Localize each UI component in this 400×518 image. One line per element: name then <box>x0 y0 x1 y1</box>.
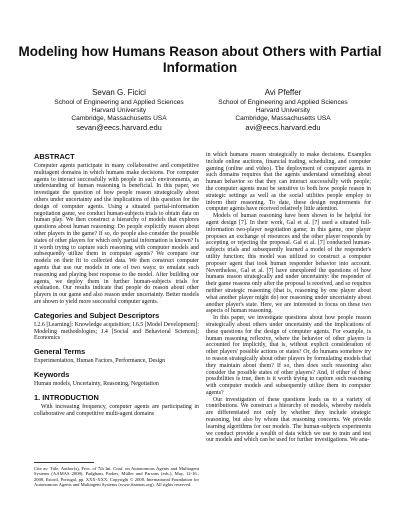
author-block-2 <box>188 88 378 132</box>
terms-text: Experimentation, Human Factors, Performance, Design <box>34 358 166 365</box>
author-location: Cambridge, Massachusetts USA <box>235 115 331 122</box>
footnote: Cite as: Title, Author(s), Proc. of 7th Int. Conf. on Autonomous Agents and Multiagent Systems (AAMAS 2008), Padgham, Parkes, Müller and Parsons (eds.), May, 12-16., 2008, Estoril, Portugal, pp. XXX-XXX. Copyright © 2008, International Foundation for Autonomous Agents and Multiagent Systems (www.ifaamas.org). All rights reserved. <box>34 466 199 488</box>
keywords-heading: Keywords <box>34 369 70 379</box>
abstract-heading: ABSTRACT <box>34 152 75 161</box>
introduction-heading: 1. INTRODUCTION <box>34 392 99 402</box>
author-block-1 <box>24 88 214 132</box>
right-column <box>206 152 371 444</box>
author-name: Sevan G. Ficici <box>92 88 146 97</box>
categories-heading: Categories and Subject Descriptors <box>34 310 160 320</box>
author-institution: Harvard University <box>91 107 147 114</box>
footnote-rule <box>34 462 94 463</box>
author-email: sevan@eecs.harvard.edu <box>76 123 162 132</box>
keywords-text: Human models, Uncertainty, Reasoning, Negotiation <box>34 380 159 387</box>
abstract-text: Computer agents participate in many collaborative and competitive multiagent domains in which humans make decisions. For computer agents to interact successfully with people in such environments, an understanding of human reasoning is beneficial. In this paper, we investigate the question of how people reason strategically about others under uncertainty and the implications of this question for the design of computer agents. Using a situated partial-information negotiation game, we conduct human-subjects trials to obtain data on human play. We then construct a hierarchy of models that explores questions about human reasoning: Do people explicitly reason about other players in the game? If so, do people also consider the possible states of other players for which only partial information is known? Is it worth trying to capture such reasoning with computer models and subsequently utilize them in computer agents? We compare our models on their fit to collected data. We then construct computer agents that use our models in one of two ways: to emulate such reasoning and playing best response to the model. After building our agents, we deploy them in further human-subjects trials for evaluation. Our results indicate that people do reason about other players in our game and also reason under uncertainty. Better models are shown to yield more successful computer agents. <box>34 163 199 305</box>
body-paragraph: In this paper, we investigate questions about how people reason strategically about others under uncertainty and the implications of these questions for the design of computer agents. For example, is human reasoning reflexive, where the behavior of other players is accounted for implicitly, that is, without explicit consideration of other players' possible actions or states? Or, do humans somehow try to reason strategically about other players by formulating models that they maintain about them? If so, then does such reasoning also consider the possible states of other players? And, if either of these possibilities is true, then is it worth trying to capture such reasoning with computer models and subsequently utilize them in computer agents? <box>206 315 371 396</box>
author-email: avi@eecs.harvard.edu <box>245 123 321 132</box>
author-institution: Harvard University <box>255 107 311 114</box>
terms-heading: General Terms <box>34 347 86 357</box>
author-name: Avi Pfeffer <box>264 88 302 97</box>
body-paragraph: Models of human reasoning have been shown to be helpful for agent design [7]. In their work, Gal et al. [7] used a situated full-information two-player negotiation game; in this game, one player proposes an exchange of resources and the other player responds by accepting or rejecting the proposal. Gal et al. [7] conducted human-subjects trials and subsequently learned a model of the responder's utility function; this model was utilized to construct a computer proposer agent that took human responder behavior into account. Nevertheless, Gal et al. [7] have unexplored the questions of how humans reason strategically and under uncertainty: the responder of their game reasons only after the proposal is received, and so requires neither strategic reasoning (that is, reasoning by one player about what another player might do) nor reasoning under uncertainty about another player's state. Here, we are interested to focus on these two aspects of human reasoning. <box>206 213 371 315</box>
introduction-text: With increasing frequency, computer agents are participating in collaborative and competitive multi-agent domains <box>34 403 199 417</box>
categories-text: I.2.6 [Learning]: Knowledge acquisition; I.6.5 [Model Development]: Modeling methodologies; J.4 [Social and Behavioral Sciences]: Economics <box>34 321 199 342</box>
body-paragraph: Our investigation of these questions leads us to a variety of contributions. We construct a hierarchy of models, whereby models are differentiated not only by whether they include strategic reasoning, but also by whom that reasoning concerns. We provide learning algorithms for our models. The human-subjects experiments we conduct provide a wealth of data which we use to train and test our models and which can be used for further investigations. We ana- <box>206 396 371 444</box>
author-affiliation: School of Engineering and Applied Sciences <box>218 99 348 106</box>
author-location: Cambridge, Massachusetts USA <box>71 115 167 122</box>
paper-title: Modeling how Humans Reason about Others with Partial Information <box>18 44 382 75</box>
body-paragraph: in which humans reason strategically to make decisions. Examples include online auctions, financial trading, scheduling, and computer gaming (online and video). The deployment of computer agents in such domains requires that the agents understand something about human behavior so that they can interact successfully with people; the computer agents must be sensitive to both how people reason in strategic settings as well as the social utilities people employ to inform their reasoning. To date, these design requirements for computer agents have received relatively little attention. <box>206 152 371 213</box>
author-affiliation: School of Engineering and Applied Sciences <box>54 99 184 106</box>
left-column <box>34 152 199 417</box>
